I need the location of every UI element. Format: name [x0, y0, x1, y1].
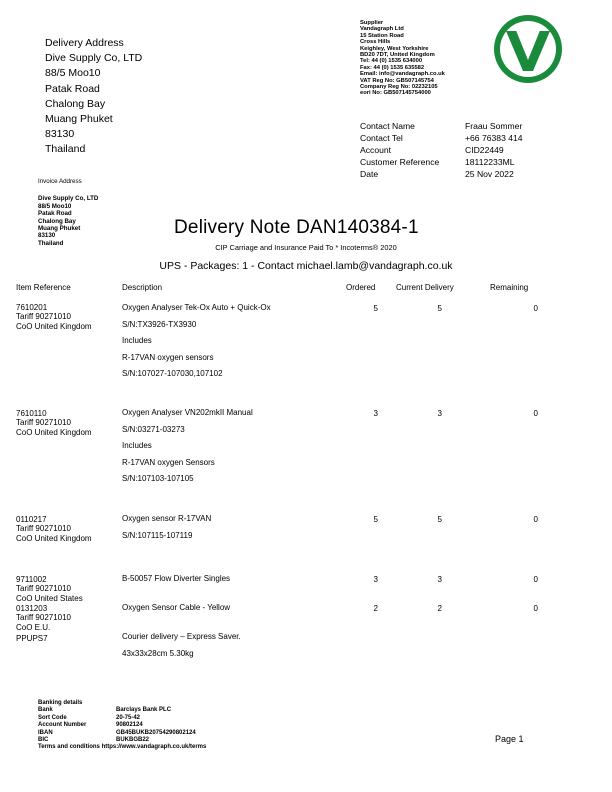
ordered-qty: 2: [373, 604, 378, 613]
item-origin: CoO E.U.: [16, 622, 51, 632]
item-tariff: Tariff 90271010: [16, 613, 72, 623]
supplier-line: Cross Hills: [360, 39, 391, 46]
invoice-address: [38, 178, 98, 247]
contact-row: [360, 144, 523, 156]
banking-label: IBAN: [38, 729, 53, 736]
description-line: Includes: [122, 336, 152, 345]
description-line: B-50057 Flow Diverter Singles: [122, 574, 231, 583]
banking-label: Sort Code: [38, 714, 67, 721]
description-line: R-17VAN oxygen sensors: [122, 352, 214, 362]
header-ordered: Ordered: [346, 283, 376, 292]
banking-value: BUKBGB22: [116, 737, 150, 744]
item-tariff: Tariff 90271010: [16, 524, 72, 534]
ordered-qty: 3: [373, 575, 378, 584]
banking-heading: Banking details: [38, 700, 83, 706]
description-line: S/N:03271-03273: [122, 424, 185, 434]
contact-value: Fraau Sommer: [465, 121, 523, 131]
current-qty: 2: [437, 604, 442, 613]
item-origin: CoO United Kingdom: [16, 427, 92, 437]
supplier-line: VAT Reg No: GB507145754: [360, 77, 434, 84]
vandagraph-logo-icon: [493, 14, 563, 84]
delivery-address-line: Dive Supply Co, LTD: [45, 52, 143, 65]
delivery-address-line: 88/5 Moo10: [45, 67, 101, 80]
item-origin: CoO United Kingdom: [16, 321, 92, 331]
item-description: [122, 571, 230, 588]
description-line: S/N:107103-107105: [122, 474, 194, 483]
item-reference: [16, 634, 48, 643]
supplier-line: Supplier: [360, 20, 384, 26]
banking-value: GB45BUKB20754290802124: [116, 729, 196, 736]
item-tariff: Tariff 90271010: [16, 312, 72, 322]
description-line: S/N:TX3926-TX3930: [122, 319, 197, 329]
header-item-reference: Item Reference: [16, 283, 71, 292]
invoice-address-heading: Invoice Address: [38, 178, 82, 185]
description-line: Oxygen Sensor Cable - Yellow: [122, 603, 231, 612]
item-code: 7610201: [16, 303, 48, 312]
banking-row: [38, 730, 206, 737]
banking-label: Bank: [38, 707, 53, 714]
description-line: Oxygen sensor R-17VAN: [122, 514, 212, 523]
banking-value: 20-75-42: [116, 714, 141, 721]
item-reference: [16, 303, 92, 331]
item-description: [122, 511, 211, 544]
supplier-line: Fax: 44 (0) 1535 635582: [360, 64, 425, 71]
banking-value: 90802124: [116, 722, 143, 729]
invoice-address-line: Thailand: [38, 239, 64, 247]
contact-details: [360, 120, 523, 180]
item-code: PPUPS7: [16, 634, 48, 643]
current-qty: 3: [437, 575, 442, 584]
terms-link[interactable]: Terms and conditions https://www.vandagraph.co.uk/terms: [38, 744, 207, 751]
supplier-line: Keighley, West Yorkshire: [360, 45, 429, 52]
current-qty: 5: [437, 515, 442, 524]
description-line: Oxygen Analyser Tek-Ox Auto + Quick-Ox: [122, 303, 271, 312]
contact-row: [360, 168, 523, 180]
contact-label: Customer Reference: [360, 157, 440, 167]
delivery-address-line: Chalong Bay: [45, 97, 106, 110]
contact-row: [360, 156, 523, 168]
contact-row: [360, 132, 523, 144]
supplier-line: BD20 7DT, United Kingdom: [360, 52, 435, 59]
delivery-address: [45, 36, 142, 158]
shipping-info: UPS - Packages: 1 - Contact michael.lamb@vandagraph.co.uk: [159, 260, 453, 272]
contact-label: Contact Tel: [360, 133, 403, 143]
remaining-qty: 0: [533, 575, 538, 584]
description-line: Courier delivery – Express Saver.: [122, 632, 241, 641]
banking-label: BIC: [38, 737, 49, 744]
contact-value: 18112233ML: [465, 157, 515, 167]
remaining-qty: 0: [533, 304, 538, 313]
banking-row: [38, 722, 206, 729]
item-description: [122, 629, 241, 662]
supplier-line: eori No: GB507145754000: [360, 90, 431, 97]
description-line: S/N:107027-107030,107102: [122, 369, 223, 378]
item-code: 0131203: [16, 604, 48, 613]
header-current-delivery: Current Delivery: [396, 283, 454, 292]
header-remaining: Remaining: [490, 283, 529, 292]
invoice-address-line: 83130: [38, 232, 56, 240]
banking-row: [38, 737, 206, 744]
delivery-address-line: Patak Road: [45, 82, 100, 95]
contact-label: Contact Name: [360, 121, 415, 131]
incoterms-line: CIP Carriage and Insurance Paid To * Incoterms® 2020: [215, 243, 397, 252]
contact-value: 25 Nov 2022: [465, 169, 514, 179]
current-qty: 3: [437, 409, 442, 418]
description-line: 43x33x28cm 5.30kg: [122, 648, 194, 658]
banking-row: [38, 715, 206, 722]
header-description: Description: [122, 283, 163, 292]
remaining-qty: 0: [533, 604, 538, 613]
banking-row: [38, 707, 206, 714]
supplier-line: 15 Station Road: [360, 32, 404, 39]
remaining-qty: 0: [533, 409, 538, 418]
delivery-address-heading: Delivery Address: [45, 37, 124, 49]
contact-value: +66 76383 414: [465, 133, 523, 143]
item-code: 9711002: [16, 575, 47, 584]
item-description: [122, 600, 230, 617]
invoice-address-line: 88/5 Moo10: [38, 202, 72, 210]
supplier-line: Tel: 44 (0) 1535 634000: [360, 58, 423, 65]
item-tariff: Tariff 90271010: [16, 418, 72, 428]
item-reference: [16, 515, 92, 543]
contact-label: Date: [360, 169, 379, 179]
description-line: S/N:107115-107119: [122, 530, 193, 540]
item-code: 7610110: [16, 409, 47, 418]
item-reference: [16, 604, 71, 632]
invoice-address-line: Dive Supply Co, LTD: [38, 195, 99, 203]
item-reference: [16, 409, 92, 437]
invoice-address-line: Chalong Bay: [38, 217, 76, 225]
banking-label: Account Number: [38, 722, 87, 729]
contact-row: [360, 120, 523, 132]
supplier-line: Vandagraph Ltd: [360, 26, 404, 33]
description-line: Includes: [122, 441, 152, 450]
ordered-qty: 5: [373, 304, 378, 313]
item-tariff: Tariff 90271010: [16, 584, 72, 594]
remaining-qty: 0: [533, 515, 538, 524]
document-title: Delivery Note DAN140384-1: [174, 217, 419, 238]
item-description: [122, 300, 271, 383]
contact-value: CID22449: [465, 145, 504, 155]
delivery-address-line: Thailand: [45, 143, 86, 156]
delivery-address-line: Muang Phuket: [45, 113, 113, 126]
description-line: R-17VAN oxygen Sensors: [122, 457, 215, 467]
supplier-line: Company Reg No: 02232105: [360, 84, 438, 91]
current-qty: 5: [437, 304, 442, 313]
banking-value: Barclays Bank PLC: [116, 707, 172, 714]
description-line: Oxygen Analyser VN202mkII Manual: [122, 408, 253, 417]
invoice-address-line: Muang Phuket: [38, 225, 81, 233]
item-code: 0110217: [16, 515, 47, 524]
item-origin: CoO United States: [16, 593, 83, 603]
item-reference: [16, 575, 83, 603]
item-origin: CoO United Kingdom: [16, 533, 92, 543]
item-description: [122, 405, 253, 488]
ordered-qty: 5: [373, 515, 378, 524]
supplier-line: Email: info@vandagraph.co.uk: [360, 71, 445, 78]
page-number: Page 1: [495, 734, 524, 744]
ordered-qty: 3: [373, 409, 378, 418]
contact-label: Account: [360, 145, 392, 155]
banking-details: [38, 700, 206, 752]
delivery-address-line: 83130: [45, 128, 75, 141]
supplier-details: [360, 20, 445, 97]
invoice-address-line: Patak Road: [38, 210, 72, 218]
